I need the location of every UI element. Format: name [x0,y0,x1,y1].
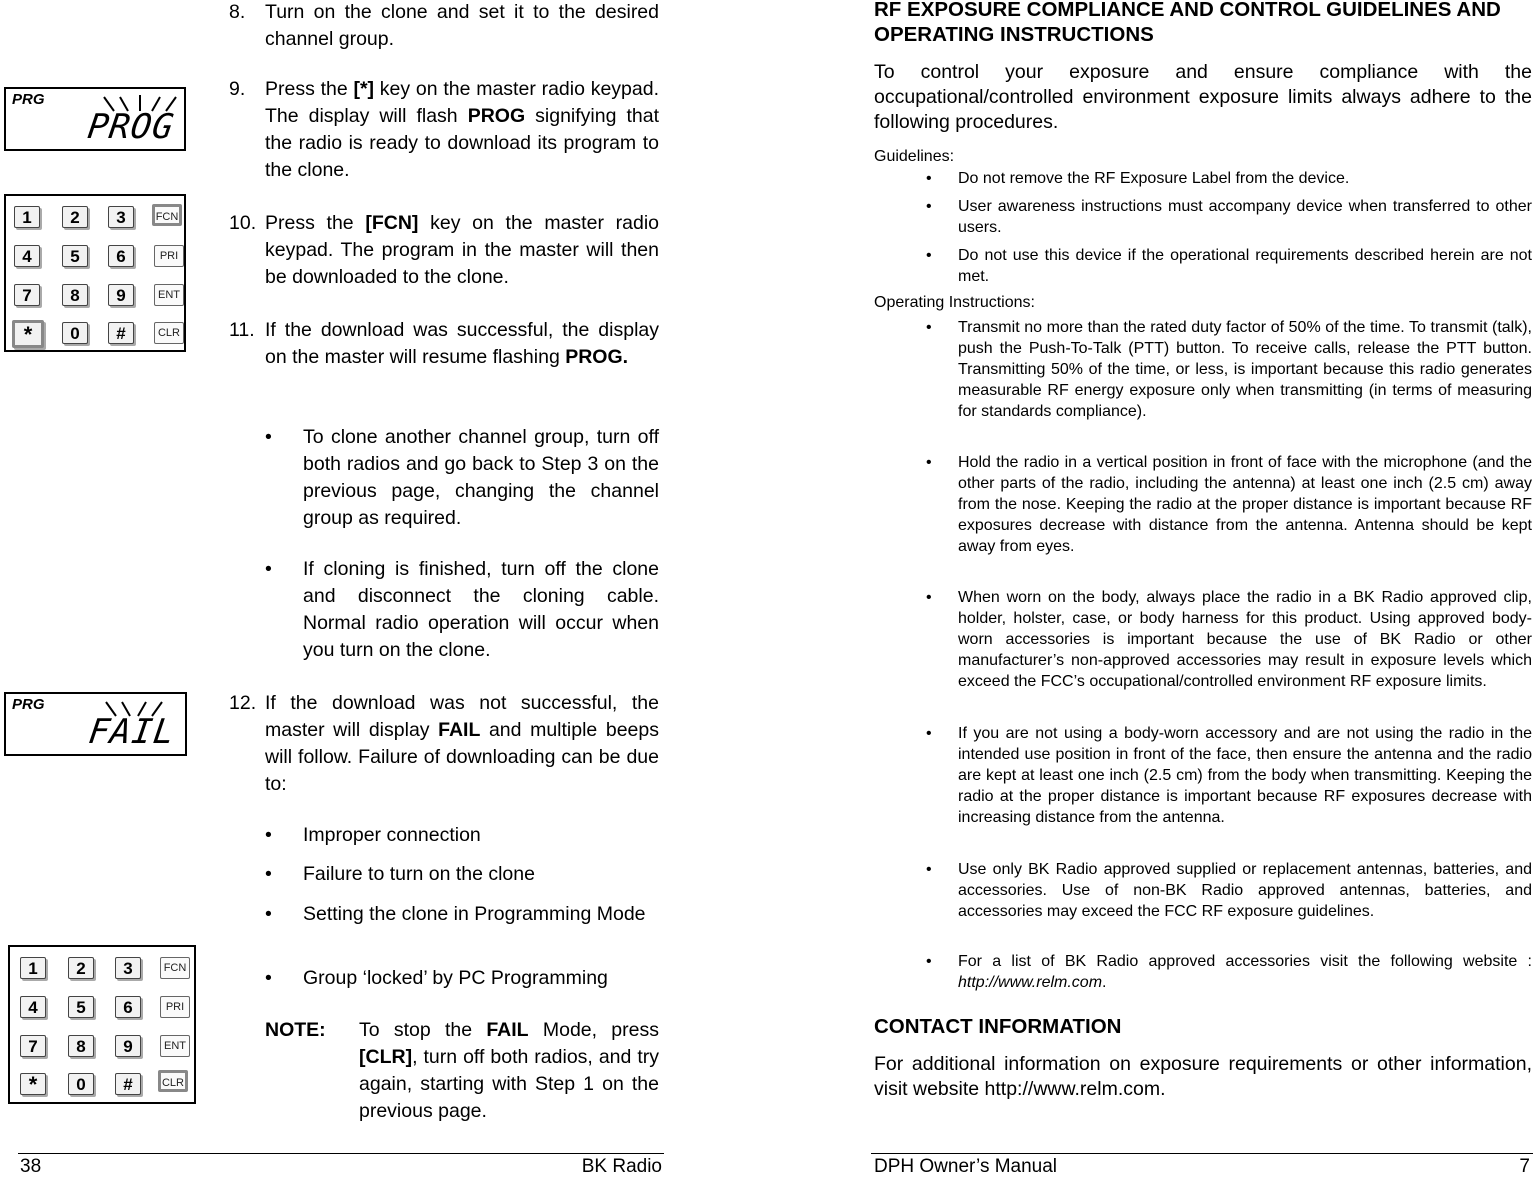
lcd-display-prog [4,87,186,151]
key-8[interactable]: 8 [68,1035,94,1057]
footer-rule [18,1153,664,1154]
operating-label: Operating Instructions: [874,294,1035,311]
list-item: Do not use this device if the operational requirements described herein are not met. [958,247,1532,285]
bullet: • [926,725,932,742]
page-title: RF EXPOSURE COMPLIANCE AND CONTROL GUIDELINES AND OPERATING INSTRUCTIONS [874,0,1501,46]
list-item: To clone another channel group, turn off both radios and go back to Step 3 on the previous page, changing the channel group as required. [303,426,659,529]
key-pri[interactable]: PRI [154,245,184,267]
key-hash[interactable]: # [108,322,134,344]
key-clr[interactable]: CLR [158,1070,188,1092]
bullet: • [926,170,932,187]
page-number: 7 [1519,1156,1530,1177]
list-item: If cloning is finished, turn off the clone and disconnect the cloning cable. Normal radio operation will occur when you turn on the clone. [303,558,659,661]
list-item: Group ‘locked’ by PC Programming [303,967,608,989]
key-7[interactable]: 7 [14,284,40,306]
guidelines-label: Guidelines: [874,148,955,165]
key-ent[interactable]: ENT [160,1035,190,1057]
key-clr[interactable]: CLR [154,322,184,344]
list-item: Transmit no more than the rated duty factor of 50% of the time. To transmit (talk), push the Push-To-Talk (PTT) button. To receive calls, release the PTT button. Transmitting 50% of the time, or less, is important because this radio generates measurable RF energy exposure only when transmitting (in terms of measuring for standards compliance). [958,319,1532,420]
key-8[interactable]: 8 [62,284,88,306]
key-fcn[interactable]: FCN [160,957,190,979]
bullet: • [265,824,272,846]
key-fcn[interactable]: FCN [152,204,182,226]
list-item: User awareness instructions must accompany device when transferred to other users. [958,198,1532,236]
bullet: • [926,454,932,471]
intro-paragraph: To control your exposure and ensure compliance with the occupational/controlled environment exposure limits always adhere to the following procedures. [874,61,1532,133]
key-2[interactable]: 2 [62,206,88,228]
list-item: Do not remove the RF Exposure Label from the device. [958,170,1350,187]
contact-text: For additional information on exposure requirements or other information, visit website http://www.relm.com. [874,1053,1532,1100]
bullet: • [926,319,932,336]
list-item: Hold the radio in a vertical position in front of face with the microphone (and the other parts of the radio, including the antenna) at least one inch (2.5 cm) away from the nose. Keeping the radio at the proper distance is important because RF exposures decrease with distance from the antenna. Antenna should be kept away from eyes. [958,454,1532,555]
bullet: • [926,953,932,970]
step-number: 10. [229,212,257,234]
lcd-text: PROG [85,107,177,147]
page-number: 38 [20,1156,42,1177]
key-2[interactable]: 2 [68,957,94,979]
footer-brand: BK Radio [581,1156,662,1177]
manual-title: DPH Owner’s Manual [874,1156,1058,1177]
key-5[interactable]: 5 [68,996,94,1018]
bullet: • [926,861,932,878]
prg-indicator: PRG [12,91,45,108]
list-item: If you are not using a body-worn accessory and are not using the radio in the intended use position in front of the face, then ensure the antenna and the radio are kept at least one inch (2.5 cm) from the body when transmitting. Keeping the radio at the proper distance is important because RF exposures decrease with increasing distance from the antenna. [958,725,1532,826]
list-item: Improper connection [303,824,481,846]
list-item: Failure to turn on the clone [303,863,535,885]
note-text: To stop the FAIL Mode, press [CLR], turn off both radios, and try again, starting with Step 1 on the previous page. [359,1019,659,1122]
key-3[interactable]: 3 [115,957,141,979]
key-5[interactable]: 5 [62,245,88,267]
key-6[interactable]: 6 [115,996,141,1018]
key-star[interactable]: * [20,1073,46,1095]
keypad [4,194,186,352]
step-number: 8. [229,1,246,23]
bullet: • [265,903,272,925]
key-9[interactable]: 9 [115,1035,141,1057]
list-item: When worn on the body, always place the radio in a BK Radio approved clip, holder, holster, case, or body harness for this product. Using approved body-worn accessories is important because the use of BK Radio or other manufacturer’s non-approved accessories may result in exposure levels which exceed the FCC’s occupational/controlled environment RF exposure limits. [958,589,1532,690]
step-number: 11. [229,319,255,341]
website-link[interactable]: http://www.relm.com [958,974,1103,991]
bullet: • [926,198,932,215]
contact-heading: CONTACT INFORMATION [874,1015,1122,1038]
key-7[interactable]: 7 [20,1035,46,1057]
list-item: Use only BK Radio approved supplied or replacement antennas, batteries, and accessories. Use of non-BK Radio approved antennas, batteries, and accessories may exceed the FCC RF exposure guidelines. [958,861,1532,920]
step-10-text: Press the [FCN] key on the master radio keypad. The program in the master will then be downloaded to the clone. [265,212,659,288]
key-1[interactable]: 1 [20,957,46,979]
key-0[interactable]: 0 [62,322,88,344]
note-label: NOTE: [265,1019,326,1041]
prg-indicator: PRG [12,696,45,713]
step-number: 9. [229,78,246,100]
list-item: Setting the clone in Programming Mode [303,903,646,925]
step-12-text: If the download was not successful, the master will display FAIL and multiple beeps will follow. Failure of downloading can be due to: [265,692,659,795]
bullet: • [265,967,272,989]
list-item: For a list of BK Radio approved accessories visit the following website : http://www.relm.com. [958,953,1532,991]
keypad [8,945,196,1104]
key-3[interactable]: 3 [108,206,134,228]
key-star[interactable]: * [12,320,44,348]
key-4[interactable]: 4 [20,996,46,1018]
key-pri[interactable]: PRI [160,996,190,1018]
step-number: 12. [229,692,257,714]
lcd-display-fail [4,692,187,756]
footer-rule [871,1153,1533,1154]
key-hash[interactable]: # [115,1073,141,1095]
bullet: • [926,589,932,606]
key-1[interactable]: 1 [14,206,40,228]
step-11-text: If the download was successful, the display on the master will resume flashing PROG. [265,319,659,368]
key-0[interactable]: 0 [68,1073,94,1095]
bullet: • [926,247,932,264]
bullet: • [265,426,272,448]
key-9[interactable]: 9 [108,284,134,306]
step-9-text: Press the [*] key on the master radio keypad. The display will flash PROG signifying that the radio is ready to download its program to the clone. [265,78,659,181]
lcd-text: FAIL [86,712,178,752]
key-6[interactable]: 6 [108,245,134,267]
bullet: • [265,863,272,885]
key-ent[interactable]: ENT [154,284,184,306]
step-8-text: Turn on the clone and set it to the desired channel group. [265,1,659,50]
key-4[interactable]: 4 [14,245,40,267]
bullet: • [265,558,272,580]
